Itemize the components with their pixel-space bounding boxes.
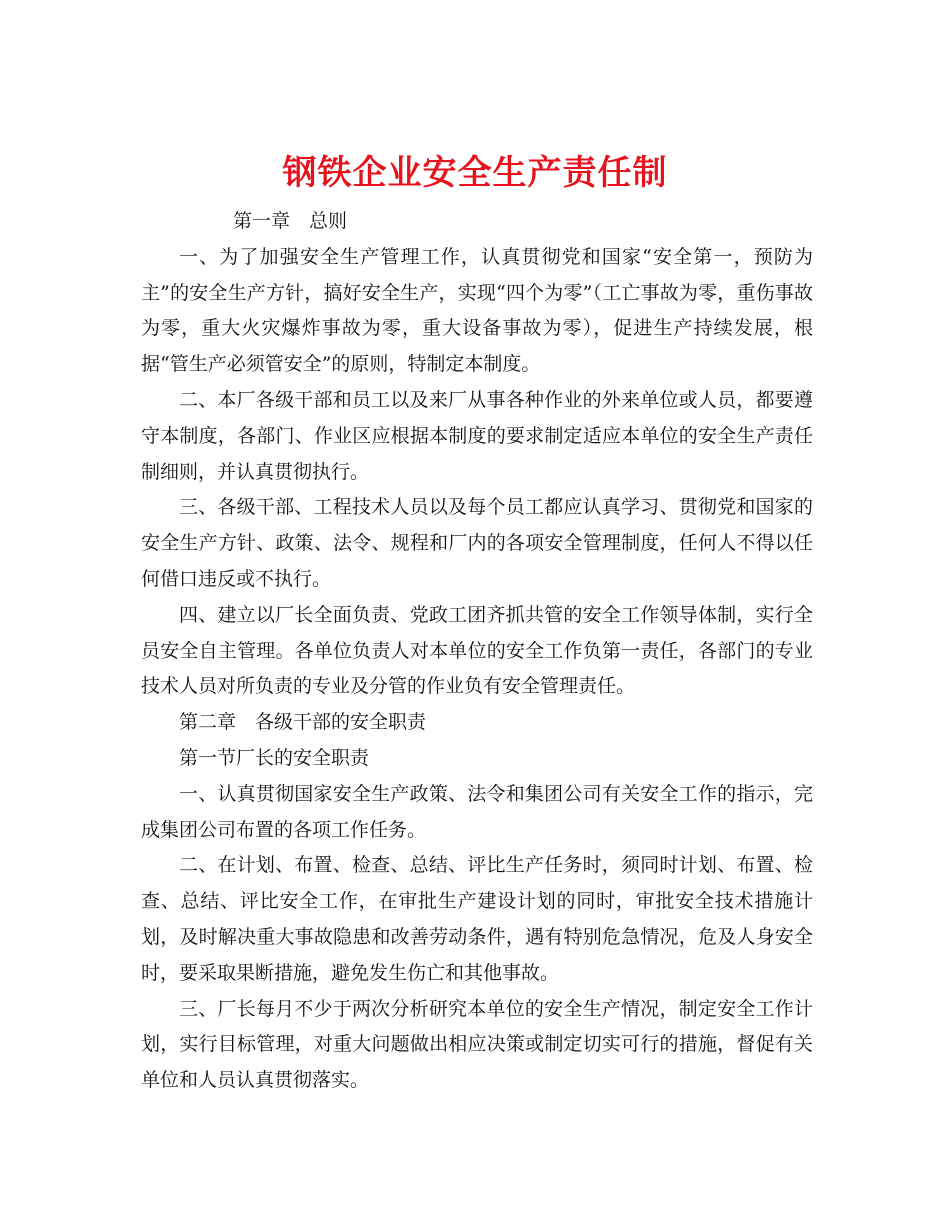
paragraph: 一、认真贯彻国家安全生产政策、法令和集团公司有关安全工作的指示，完成集团公司布置的各项工作任务。 (141, 782, 813, 841)
chapter-heading-general: 第一章 总则 (233, 210, 348, 232)
paragraph: 二、本厂各级干部和员工以及来厂从事各种作业的外来单位或人员，都要遵守本制度，各部门、作业区应根据本制度的要求制定适应本单位的安全生产责任制细则，并认真贯彻执行。 (141, 388, 813, 483)
section-heading-director-duties: 第一节厂长的安全职责 (179, 746, 370, 769)
document-title: 钢铁企业安全生产责任制 (282, 152, 668, 193)
paragraph: 三、厂长每月不少于两次分析研究本单位的安全生产情况，制定安全工作计划，实行目标管理，对重大问题做出相应决策或制定切实可行的措施，督促有关单位和人员认真贯彻落实。 (141, 997, 813, 1092)
paragraph: 一、为了加强安全生产管理工作，认真贯彻党和国家“安全第一，预防为主”的安全生产方针，搞好安全生产，实现“四个为零”（工亡事故为零，重伤事故为零，重大火灾爆炸事故为零，重大设备事故为零），促进生产持续发展，根据“管生产必须管安全”的原则，特制定本制度。 (141, 245, 813, 376)
paragraph: 二、在计划、布置、检查、总结、评比生产任务时，须同时计划、布置、检查、总结、评比安全工作，在审批生产建设计划的同时，审批安全技术措施计划，及时解决重大事故隐患和改善劳动条件，遇有特别危急情况，危及人身安全时，要采取果断措施，避免发生伤亡和其他事故。 (141, 854, 813, 984)
paragraph: 三、各级干部、工程技术人员以及每个员工都应认真学习、贯彻党和国家的安全生产方针、政策、法令、规程和厂内的各项安全管理制度，任何人不得以任何借口违反或不执行。 (141, 496, 813, 590)
document-body (141, 204, 813, 1099)
chapter-heading-cadre-duties: 第二章 各级干部的安全职责 (179, 711, 427, 734)
paragraph: 四、建立以厂长全面负责、党政工团齐抓共管的安全工作领导体制，实行全员安全自主管理。各单位负责人对本单位的安全工作负第一责任，各部门的专业技术人员对所负责的专业及分管的作业负有安全管理责任。 (141, 603, 813, 698)
